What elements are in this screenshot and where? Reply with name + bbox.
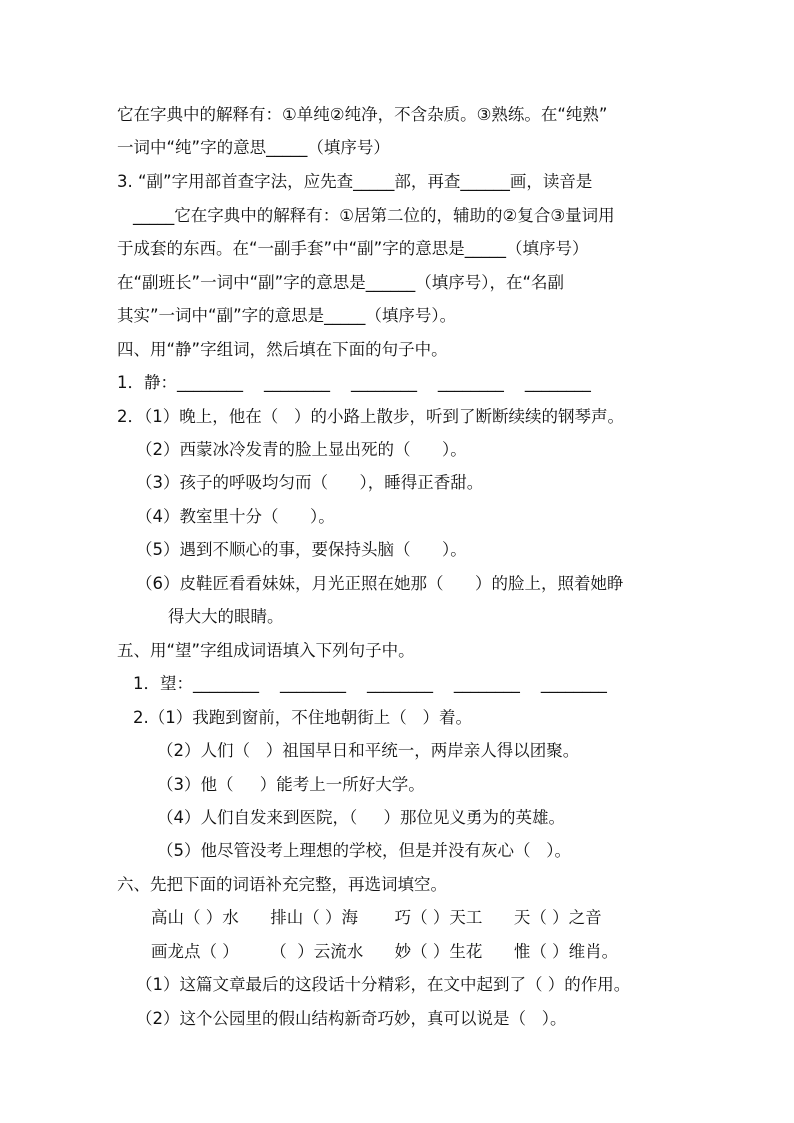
sentence-line: （5）遇到不顺心的事，要保持头脑（ ）。 [136,540,467,559]
sentence-line: 得大大的眼睛。 [168,607,284,626]
sentence-line: （1）这篇文章最后的这段话十分精彩，在文中起到了（ ）的作用。 [136,975,631,994]
sentence-line: （3）他（ ）能考上一所好大学。 [157,775,425,794]
sentence-line: （2）人们（ ）祖国早日和平统一，两岸亲人得以团聚。 [157,741,580,760]
section-5-heading: 五、用“望”字组成词语填入下列句子中。 [117,641,415,660]
idiom-row: 高山（ ）水 排山（ ）海 巧（ ）天工 天（ ）之音 [151,908,602,927]
sentence-line: （5）他尽管没考上理想的学校，但是并没有灰心（ ）。 [157,841,571,860]
sentence-line: 2．（1）晚上，他在（ ）的小路上散步，听到了断断续续的钢琴声。 [117,407,624,426]
text-line: 于成套的东西。在“一副手套”中“副”字的意思是_____（填序号） [117,239,589,258]
text-line: 一词中“纯”字的意思_____（填序号） [117,138,390,157]
idiom-row: 画龙点（ ） （ ）云流水 妙（ ）生花 惟（ ）维肖。 [151,942,619,961]
sentence-line: （2）西蒙冰冷发青的脸上显出死的（ ）。 [136,440,467,459]
sentence-line: （2）这个公园里的假山结构新奇巧妙，真可以说是（ ）。 [136,1009,567,1028]
word-blanks-line: 1．望：________ ________ ________ ________ ________ [133,674,607,693]
text-line: _____它在字典中的解释有：①居第二位的，辅助的②复合③量词用 [133,206,615,225]
text-line: 在“副班长”一词中“副”字的意思是______（填序号），在“名副 [117,273,564,292]
section-6-heading: 六、先把下面的词语补充完整，再选词填空。 [117,875,447,894]
sentence-line: （3）孩子的呼吸均匀而（ ），睡得正香甜。 [136,473,484,492]
sentence-line: 2.（1）我跑到窗前，不住地朝街上（ ）着。 [133,708,472,727]
text-line: 它在字典中的解释有：①单纯②纯净，不含杂质。③熟练。在“纯熟” [117,105,608,124]
question-3-line: 3. “副”字用部首查字法，应先查_____部，再查______画，读音是 [117,172,593,191]
sentence-line: （4）人们自发来到医院，（ ）那位见义勇为的英雄。 [157,808,565,827]
text-line: 其实”一词中“副”字的意思是_____（填序号）。 [117,306,457,325]
sentence-line: （4）教室里十分（ ）。 [136,507,335,526]
sentence-line: （6）皮鞋匠看看妹妹，月光正照在她那（ ）的脸上，照着她睁 [136,574,624,593]
section-4-heading: 四、用“静”字组词，然后填在下面的句子中。 [117,340,448,359]
word-blanks-line: 1．静：________ ________ ________ ________ ________ [117,373,591,392]
